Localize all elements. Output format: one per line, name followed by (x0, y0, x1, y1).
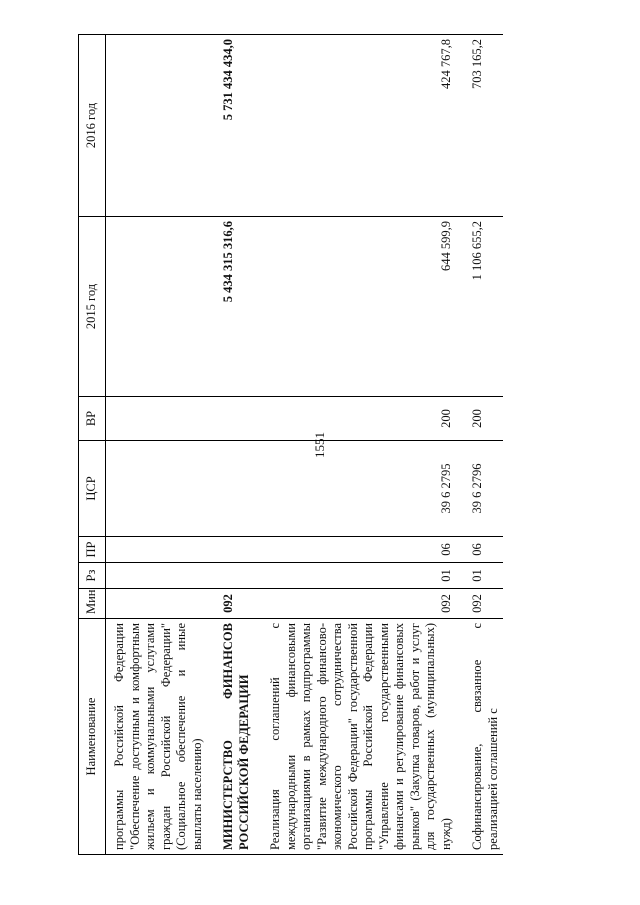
row-vr (219, 397, 254, 441)
budget-table (78, 34, 503, 855)
table-row (266, 35, 456, 855)
row-rz (219, 563, 254, 589)
row-pr (106, 537, 208, 563)
header-2015: 2015 год (79, 217, 106, 397)
row-name: Софинансирование, связанное с реализацией соглашений с (468, 619, 503, 855)
row-pr (219, 537, 254, 563)
header-name: Наименование (79, 619, 106, 855)
row-rz: 01 (468, 563, 503, 589)
row-rz (106, 563, 208, 589)
page-number: 1551 (312, 432, 327, 458)
header-min: Мин (79, 589, 106, 619)
table-row (219, 35, 254, 855)
header-csr: ЦСР (79, 441, 106, 537)
row-vr (106, 397, 208, 441)
row-2016 (106, 35, 208, 217)
row-pr: 06 (266, 537, 456, 563)
table-header-row (79, 35, 106, 855)
table-row (468, 35, 503, 855)
header-rz: Рз (79, 563, 106, 589)
row-vr: 200 (468, 397, 503, 441)
row-vr: 200 (266, 397, 456, 441)
row-min: 092 (266, 589, 456, 619)
row-min: 092 (219, 589, 254, 619)
row-name: МИНИСТЕРСТВО ФИНАНСОВ РОССИЙСКОЙ ФЕДЕРАЦИИ (219, 619, 254, 855)
row-name: Реализация соглашений с международными финансовыми организациями в рамках подпрограммы "Развитие международного финансово-экономического сотрудничества Российской Федерации" государственной программы Российской Федерации "Управление государственными финансами и регулирование финансовых рынков" (Закупка товаров, работ и услуг для государственных (муниципальных) нужд) (266, 619, 456, 855)
row-csr: 39 6 2795 (266, 441, 456, 537)
row-2015: 644 599,9 (266, 217, 456, 397)
header-2016: 2016 год (79, 35, 106, 217)
table-row (106, 35, 208, 855)
row-csr (219, 441, 254, 537)
row-pr: 06 (468, 537, 503, 563)
row-2015: 1 106 655,2 (468, 217, 503, 397)
row-min (106, 589, 208, 619)
row-rz: 01 (266, 563, 456, 589)
header-pr: ПР (79, 537, 106, 563)
row-csr (106, 441, 208, 537)
row-2016: 424 767,8 (266, 35, 456, 217)
row-2016: 5 731 434 434,0 (219, 35, 254, 217)
row-2015: 5 434 315 316,6 (219, 217, 254, 397)
row-2015 (106, 217, 208, 397)
row-min: 092 (468, 589, 503, 619)
row-csr: 39 6 2796 (468, 441, 503, 537)
rotated-page (78, 35, 558, 855)
row-name: программы Российской Федерации "Обеспечение доступным и комфортным жильем и коммунальными услугами граждан Российской Федерации" (Социальное обеспечение и иные выплаты населению) (106, 619, 208, 855)
header-vr: ВР (79, 397, 106, 441)
row-2016: 703 165,2 (468, 35, 503, 217)
